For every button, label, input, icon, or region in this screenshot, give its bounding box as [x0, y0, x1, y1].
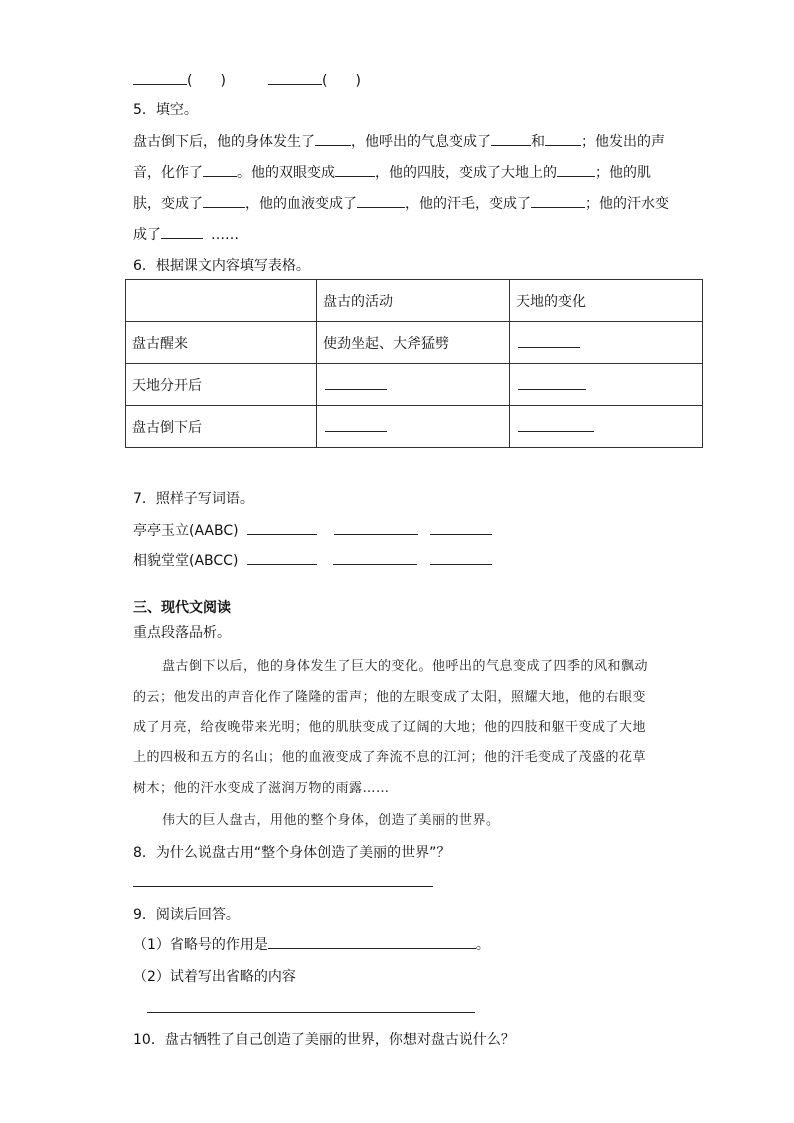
section-heading: 三、现代文阅读 [133, 600, 231, 616]
q7-row-1: 亭亭玉立(AABC) [133, 520, 492, 540]
q9-sub-2: （2）试着写出省略的内容 [133, 969, 296, 985]
table-cell-blank[interactable] [317, 406, 510, 448]
passage-line: 上的四极和五方的名山；他的血液变成了奔流不息的江河；他的汗毛变成了茂盛的花草 [133, 750, 647, 765]
blank[interactable] [247, 520, 317, 535]
q8-title: 8．为什么说盘古用“整个身体创造了美丽的世界”？ [133, 845, 451, 861]
table-cell-blank[interactable] [510, 364, 703, 406]
table-cell-blank[interactable] [510, 322, 703, 364]
blank[interactable] [531, 193, 585, 208]
blank[interactable] [491, 131, 531, 146]
table-header-row [126, 280, 703, 322]
q10-title: 10．盘古牺牲了自己创造了美丽的世界，你想对盘古说什么？ [133, 1032, 515, 1048]
answer-line-top-b[interactable]: ( ) [268, 70, 361, 90]
passage-line: 盘古倒下以后，他的身体发生了巨大的变化。他呼出的气息变成了四季的风和飘动 [162, 659, 649, 674]
answer-line-top-a[interactable]: ( ) [133, 70, 226, 90]
q8-answer-line[interactable] [133, 872, 433, 887]
blank[interactable] [203, 193, 245, 208]
blank[interactable] [430, 550, 492, 565]
q9-answer-line[interactable] [147, 998, 475, 1013]
table-cell-blank[interactable] [510, 406, 703, 448]
table-cell: 使劲坐起、大斧猛劈 [317, 322, 510, 364]
table-cell: 盘古倒下后 [126, 406, 317, 448]
q5-line-3: 肤，变成了 ，他的血液变成了 ，他的汗毛，变成了 ；他的汗水变 [133, 193, 669, 213]
table-header-cell [126, 280, 317, 322]
table-row [126, 364, 703, 406]
q5-line-2: 音，化作了 。他的双眼变成 ，他的四肢，变成了大地上的 ；他的肌 [133, 162, 651, 182]
table-cell: 盘古醒来 [126, 322, 317, 364]
blank[interactable] [161, 224, 203, 239]
blank[interactable] [315, 131, 351, 146]
blank[interactable] [333, 550, 417, 565]
fill-table [125, 279, 703, 448]
q5-line-1: 盘古倒下后，他的身体发生了 ，他呼出的气息变成了 和 ；他发出的声 [133, 131, 665, 151]
q7-row-2: 相貌堂堂(ABCC) [133, 550, 492, 570]
q5-line-4: 成了 …… [133, 224, 239, 244]
blank[interactable] [203, 162, 237, 177]
section-subheading: 重点段落品析。 [133, 625, 231, 641]
q7-title: 7．照样子写词语。 [133, 491, 254, 507]
table-cell-blank[interactable] [317, 364, 510, 406]
passage-line: 伟大的巨人盘古，用他的整个身体，创造了美丽的世界。 [162, 813, 500, 828]
blank[interactable] [430, 520, 492, 535]
blank[interactable] [545, 131, 581, 146]
passage-line: 树木；他的汗水变成了滋润万物的雨露…… [133, 781, 390, 796]
q6-title: 6．根据课文内容填写表格。 [133, 258, 310, 274]
blank[interactable] [357, 193, 405, 208]
blank[interactable] [247, 550, 317, 565]
table-cell: 天地分开后 [126, 364, 317, 406]
q9-title: 9．阅读后回答。 [133, 907, 240, 923]
blank[interactable] [335, 162, 375, 177]
passage-line: 的云；他发出的声音化作了隆隆的雷声；他的左眼变成了太阳，照耀大地，他的右眼变 [133, 690, 647, 705]
table-header-cell: 天地的变化 [510, 280, 703, 322]
passage-line: 成了月亮，给夜晚带来光明；他的肌肤变成了辽阔的大地；他的四肢和躯干变成了大地 [133, 720, 647, 735]
table-row [126, 406, 703, 448]
blank[interactable] [268, 934, 476, 949]
q5-title: 5．填空。 [133, 102, 198, 118]
blank[interactable] [557, 162, 595, 177]
table-header-cell: 盘古的活动 [317, 280, 510, 322]
blank[interactable] [334, 520, 418, 535]
table-row [126, 322, 703, 364]
q9-sub-1: （1）省略号的作用是 。 [133, 934, 490, 954]
